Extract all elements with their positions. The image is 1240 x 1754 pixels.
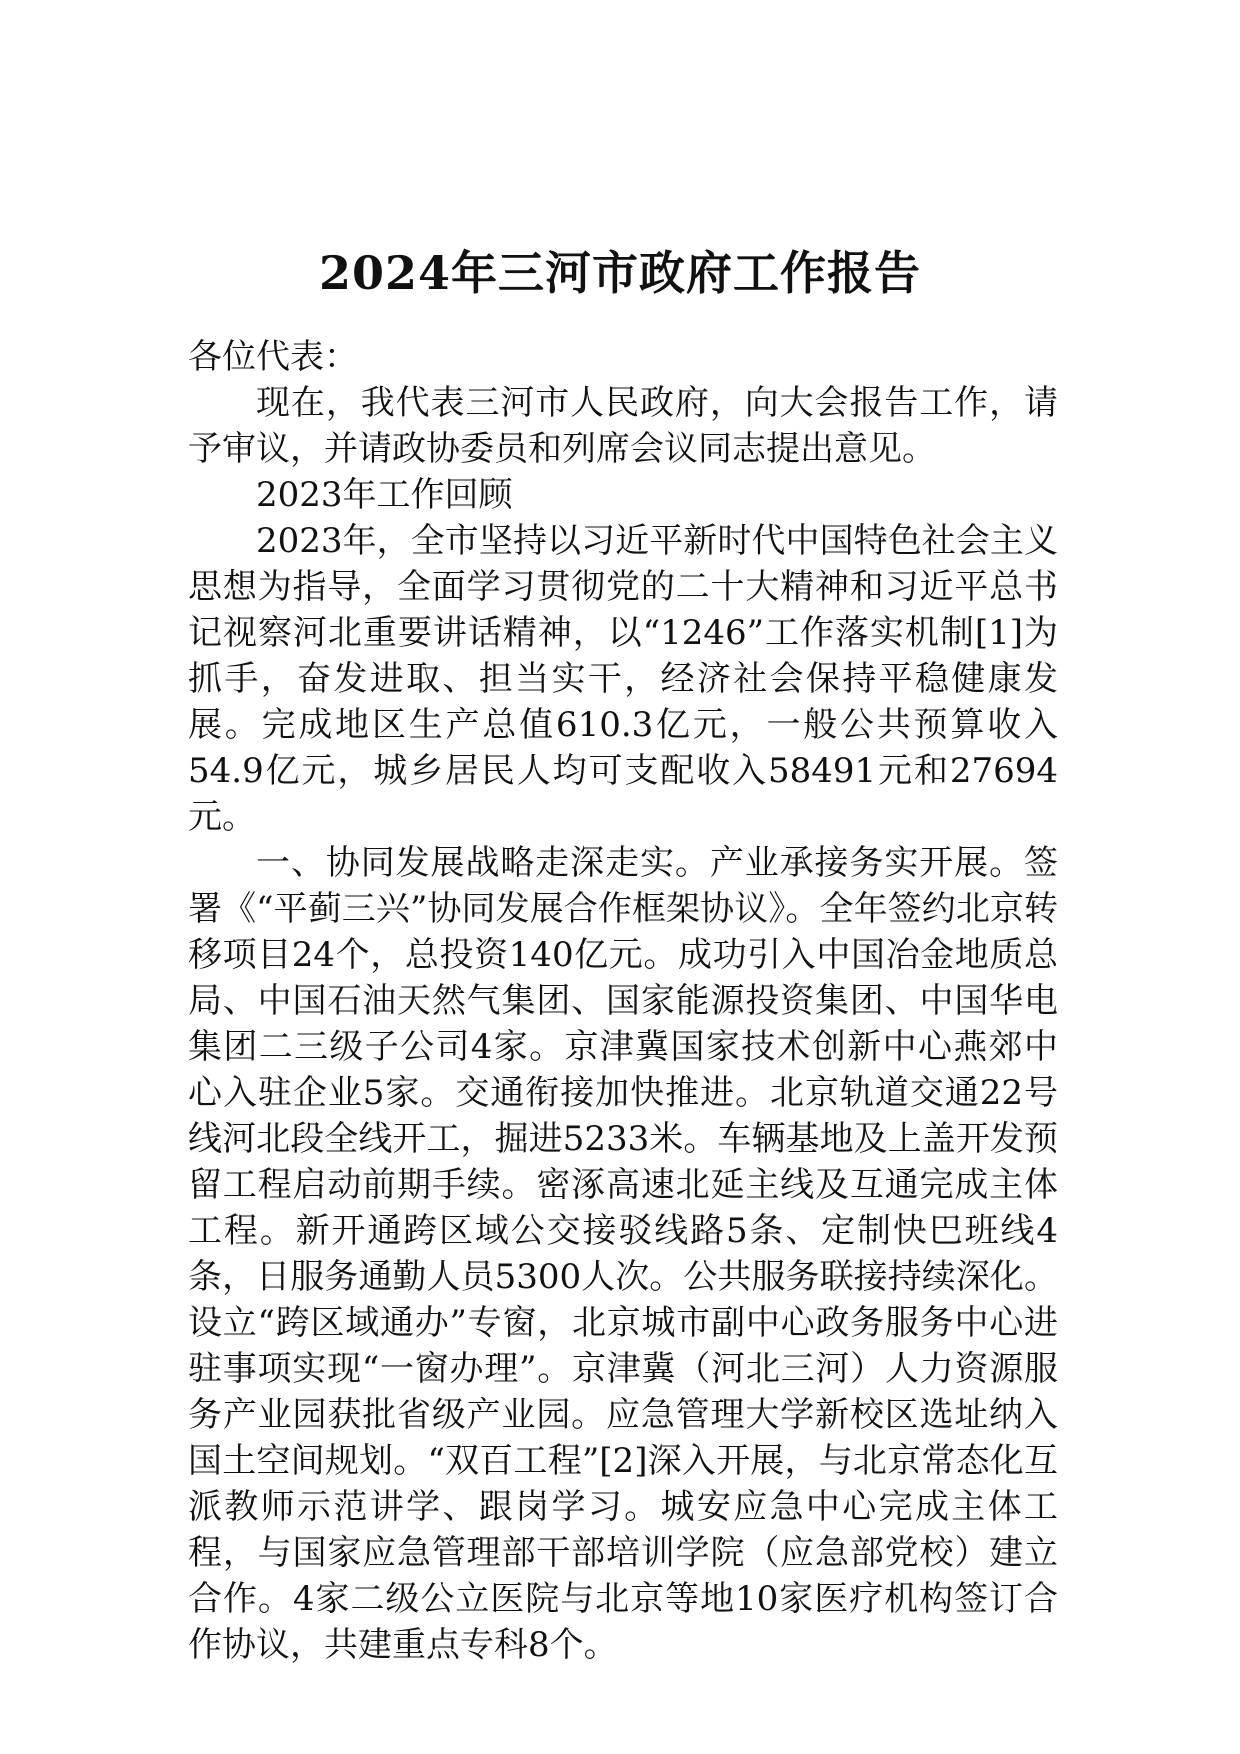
paragraph-opening: 现在，我代表三河市人民政府，向大会报告工作，请予审议，并请政协委员和列席会议同志提出意见。 [188, 383, 1058, 469]
salutation: 各位代表： [188, 337, 358, 377]
paragraph-coordinated-development: 一、协同发展战略走深走实。产业承接务实开展。签署《“平蓟三兴”协同发展合作框架协议》。全年签约北京转移项目24个，总投资140亿元。成功引入中国冶金地质总局、中国石油天然气集团、国家能源投资集团、中国华电集团二三级子公司4家。京津冀国家技术创新中心燕郊中心入驻企业5家。交通衔接加快推进。北京轨道交通22号线河北段全线开工，掘进5233米。车辆基地及上盖开发预留工程启动前期手续。密涿高速北延主线及互通完成主体工程。新开通跨区域公交接驳线路5条、定制快巴班线4条，日服务通勤人员5300人次。公共服务联接持续深化。设立“跨区域通办”专窗，北京城市副中心政务服务中心进驻事项实现“一窗办理”。京津冀（河北三河）人力资源服务产业园获批省级产业园。应急管理大学新校区选址纳入国土空间规划。“双百工程”[2]深入开展，与北京常态化互派教师示范讲学、跟岗学习。城安应急中心完成主体工程，与国家应急管理部干部培训学院（应急部党校）建立合作。4家二级公立医院与北京等地10家医疗机构签订合作协议，共建重点专科8个。 [188, 843, 1058, 1665]
document-body [188, 334, 1058, 1668]
section-heading: 2023年工作回顾 [256, 475, 513, 515]
paragraph-summary: 2023年，全市坚持以习近平新时代中国特色社会主义思想为指导，全面学习贯彻党的二十大精神和习近平总书记视察河北重要讲话精神，以“1246”工作落实机制[1]为抓手，奋发进取、担当实干，经济社会保持平稳健康发展。完成地区生产总值610.3亿元，一般公共预算收入54.9亿元，城乡居民人均可支配收入58491元和27694元。 [188, 521, 1058, 837]
document-title: 2024年三河市政府工作报告 [318, 245, 922, 300]
